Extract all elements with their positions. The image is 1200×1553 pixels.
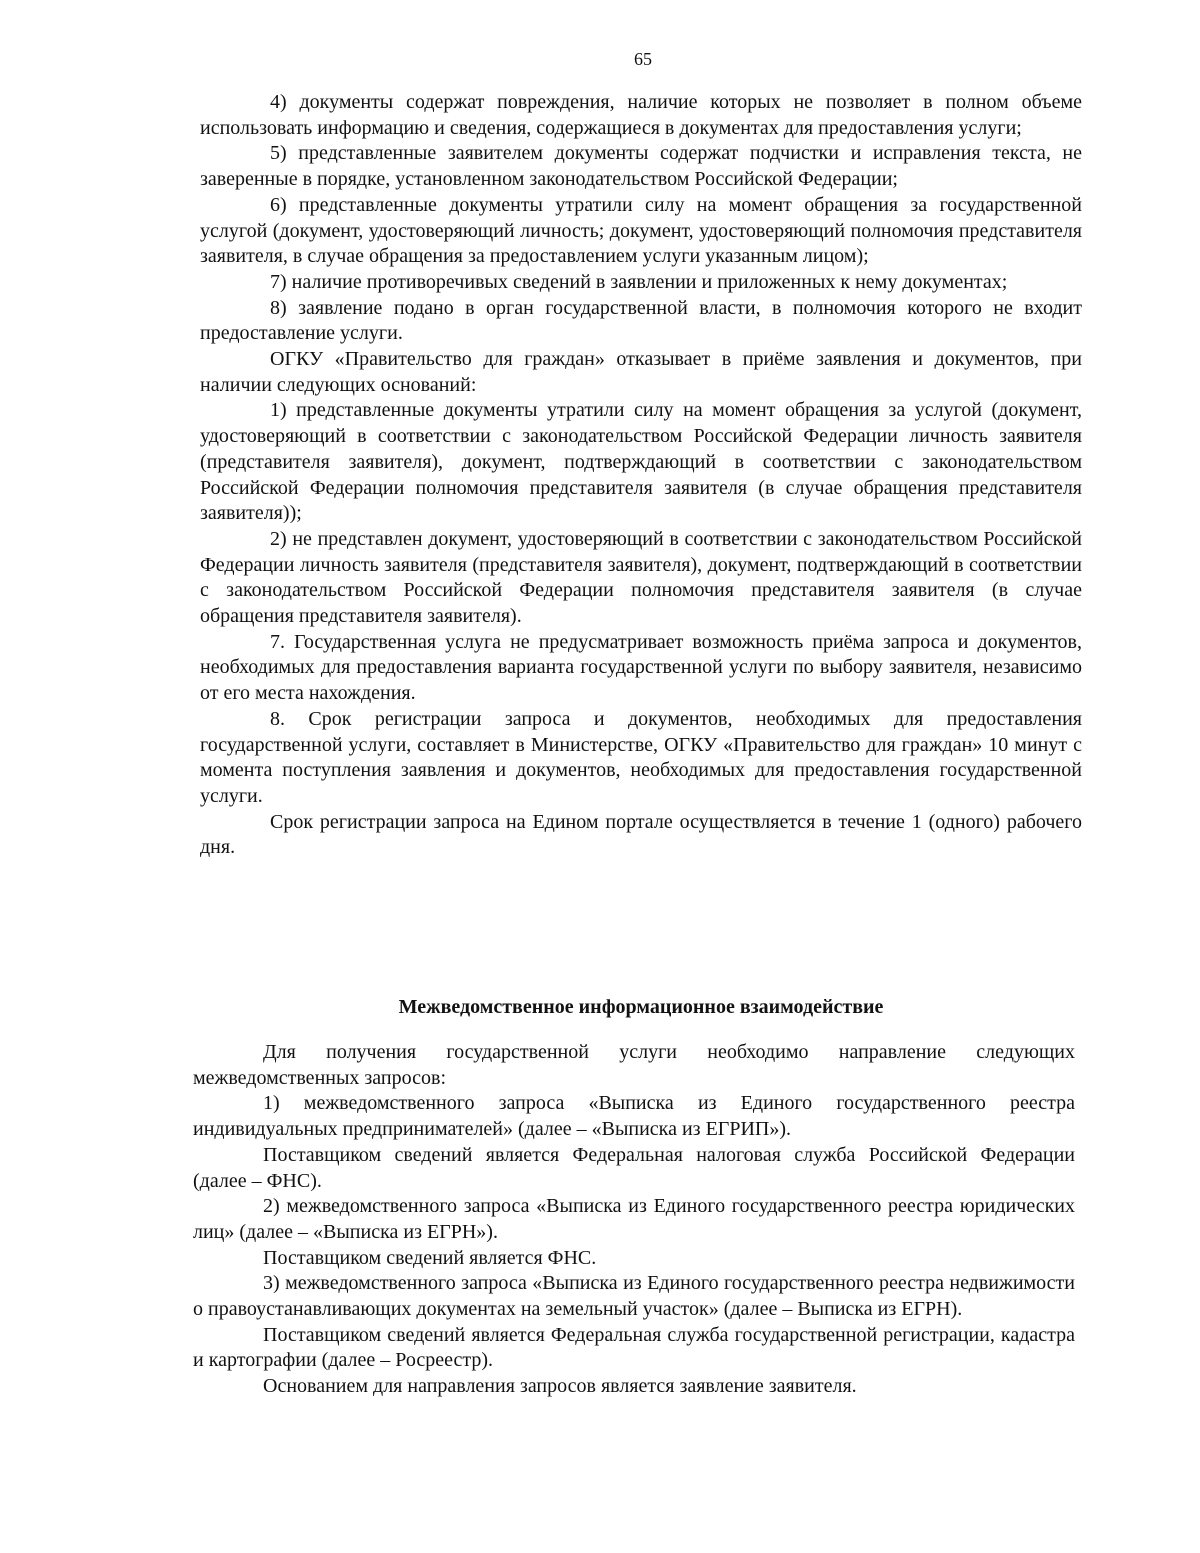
paragraph: Поставщиком сведений является Федеральная налоговая служба Российской Федерации (далее – ФНС). [193, 1143, 1075, 1192]
paragraph: Срок регистрации запроса на Едином портале осуществляется в течение 1 (одного) рабочего дня. [200, 810, 1082, 859]
section-heading: Межведомственное информационное взаимодействие [398, 996, 884, 1018]
paragraph: 8) заявление подано в орган государственной власти, в полномочия которого не входит предоставление услуги. [200, 296, 1082, 345]
paragraph: Для получения государственной услуги необходимо направление следующих межведомственных запросов: [193, 1041, 1075, 1089]
paragraph: Основанием для направления запросов является заявление заявителя. [263, 1375, 857, 1398]
paragraph: Поставщиком сведений является ФНС. [263, 1246, 597, 1269]
paragraph: 5) представленные заявителем документы содержат подчистки и исправления текста, не заверенные в порядке, установленном законодательством Российской Федерации; [200, 142, 1082, 191]
paragraph: 3) межведомственного запроса «Выписка из Единого государственного реестра недвижимости о правоустанавливающих документах на земельный участок» (далее – Выписка из ЕГРН). [193, 1272, 1075, 1321]
paragraph: 1) представленные документы утратили силу на момент обращения за услугой (документ, удостоверяющий в соответствии с законодательством Российской Федерации личность заявителя (представителя заявителя), документ, подтверждающий в соответствии с законодательством Российской Федерации полномочия представителя заявителя (в случае обращения представителя заявителя)); [200, 399, 1082, 525]
body-text-top [200, 90, 1082, 861]
paragraph: 7) наличие противоречивых сведений в заявлении и приложенных к нему документах; [270, 270, 1008, 293]
page-number: 65 [634, 49, 652, 69]
paragraph: Поставщиком сведений является Федеральная служба государственной регистрации, кадастра и картографии (далее – Росреестр). [193, 1323, 1075, 1372]
paragraph: 7. Государственная услуга не предусматривает возможность приёма запроса и документов, необходимых для предоставления варианта государственной услуги по выбору заявителя, независимо от его места нахождения. [200, 630, 1082, 705]
paragraph: 2) не представлен документ, удостоверяющий в соответствии с законодательством Российской Федерации личность заявителя (представителя заявителя), документ, подтверждающий в соответствии с законодательством Российской Федерации полномочия представителя заявителя (в случае обращения представителя заявителя). [200, 527, 1082, 628]
paragraph: ОГКУ «Правительство для граждан» отказывает в приёме заявления и документов, при наличии следующих оснований: [200, 348, 1082, 396]
paragraph: 2) межведомственного запроса «Выписка из Единого государственного реестра юридических лиц» (далее – «Выписка из ЕГРН»). [193, 1195, 1075, 1243]
body-text-bottom [193, 1040, 1075, 1400]
paragraph: 1) межведомственного запроса «Выписка из Единого государственного реестра индивидуальных предпринимателей» (далее – «Выписка из ЕГРИП»). [193, 1092, 1075, 1141]
paragraph: 4) документы содержат повреждения, наличие которых не позволяет в полном объеме использовать информацию и сведения, содержащиеся в документах для предоставления услуги; [200, 91, 1082, 139]
paragraph: 6) представленные документы утратили силу на момент обращения за государственной услугой (документ, удостоверяющий личность; документ, удостоверяющий полномочия представителя заявителя, в случае обращения за предоставлением услуги указанным лицом); [200, 193, 1082, 268]
paragraph: 8. Срок регистрации запроса и документов, необходимых для предоставления государственной услуги, составляет в Министерстве, ОГКУ «Правительство для граждан» 10 минут с момента поступления заявления и документов, необходимых для предоставления государственной услуги. [200, 707, 1082, 807]
